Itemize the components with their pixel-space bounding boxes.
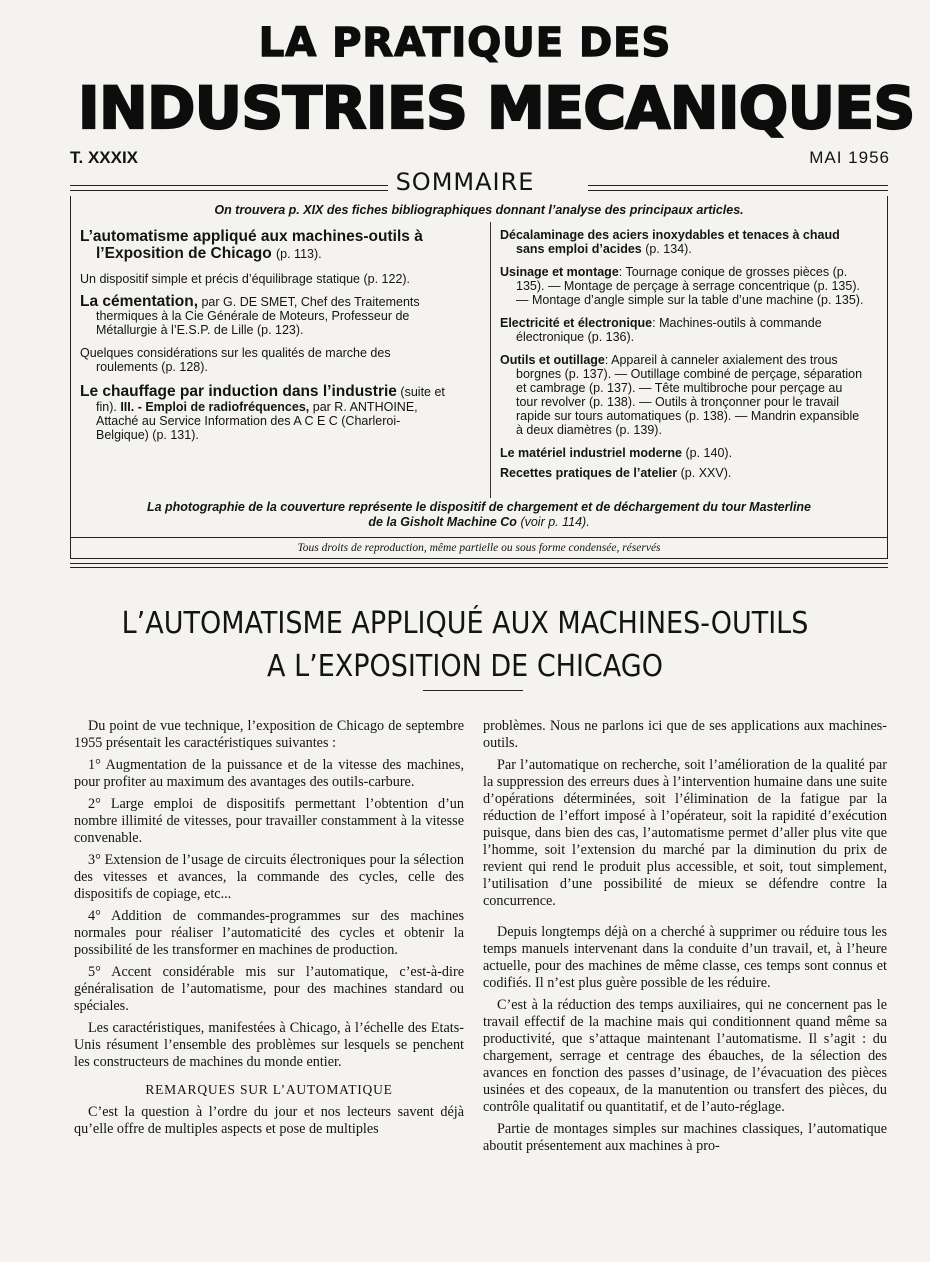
toc-item-outils[interactable]: [500, 353, 865, 437]
toc-item-part: III. - Emploi de radiofréquences,: [120, 400, 310, 414]
toc-item-text: Quelques considérations sur les qualités de marche des roulements (p. 128).: [80, 346, 391, 374]
paragraph: Depuis longtemps déjà on a cherché à supprimer ou réduire tous les temps manuels intervenant dans la conduite d’un travail, et, à l’heure actuelle, pour des machines de même classe, ces temps sont connus et codifiés. Il n’est plus guère possible de les réduire.: [483, 924, 887, 991]
paragraph: 4° Addition de commandes-programmes sur des machines normales pour réaliser l’automaticité des cycles et obtenir la possibilité de les transformer en machines de production.: [74, 908, 464, 958]
paragraph: Par l’automatique on recherche, soit l’amélioration de la qualité par la suppression des erreurs dues à l’intervention humaine dans une suite d’opérations déterminées, soit l’élimination de la fatigue par la réduction de l’effort imposé à l’opérateur, soit la rapidité d’exécution puisque, dans bien des cas, l’automatisme permet d’aller plus vite que l’homme, soit l’extension du marché par la diminution du prix de revient qui rend le produit plus accessible, et soit, tout simplement, l’utilisation d’une possibilité de mieux se défendre contre la concurrence.: [483, 757, 887, 909]
sommaire-title: SOMMAIRE: [395, 168, 535, 196]
masthead-line1: LA PRATIQUE DES: [258, 20, 672, 66]
toc-item-text: Un dispositif simple et précis d’équilibrage statique (p. 122).: [80, 272, 411, 286]
toc-item-chauffage[interactable]: [80, 383, 452, 442]
section-heading: REMARQUES SUR L’AUTOMATIQUE: [145, 1082, 393, 1097]
toc-item-text: par G. DE SMET, Chef des Traitements thermiques à la Cie Générale de Moteurs, Professeur de Métallurgie à l’E.S.P. de Lille (p. 123).: [96, 295, 420, 337]
toc-item-text: : Tournage conique de grosses pièces (p. 135). — Montage de perçage à serrage concentrique (p. 135). — Montage d’angle simple sur la table d’une machine (p. 135).: [516, 265, 864, 307]
paragraph: Partie de montages simples sur machines classiques, l’automatique aboutit présentement aux machines à pro-: [483, 1121, 887, 1154]
volume-number: T. XXXIX: [70, 148, 139, 167]
toc-item-page: (p. 113).: [276, 247, 322, 261]
toc-item-title: Electricité et électronique: [500, 316, 653, 330]
toc-item-title: L’automatisme appliqué aux machines-outils à l’Exposition de Chicago: [80, 228, 423, 262]
sommaire-intro: On trouvera p. XIX des fiches bibliographiques donnant l’analyse des principaux articles.: [214, 203, 744, 217]
masthead-title: INDUSTRIES MECANIQUES: [78, 74, 915, 142]
paragraph: problèmes. Nous ne parlons ici que de ses applications aux machines-outils.: [483, 718, 887, 751]
column-divider: [490, 222, 491, 498]
toc-item-subtitle: (suite et fin).: [96, 385, 445, 414]
toc-item-title: Outils et outillage: [500, 353, 605, 367]
sommaire-left-column: [80, 228, 452, 451]
toc-item-title: Le chauffage par induction dans l’industrie: [80, 383, 397, 400]
cover-caption-ref: (voir p. 114).: [520, 515, 590, 529]
paragraph: 3° Extension de l’usage de circuits électroniques pour la sélection des vitesses et avances, la commande des cycles, celle des dispositifs de copiage, etc...: [74, 852, 464, 902]
toc-item-cementation[interactable]: [80, 295, 452, 337]
toc-item-usinage[interactable]: [500, 265, 865, 307]
toc-item-materiel[interactable]: [500, 446, 865, 460]
toc-item-title: Recettes pratiques de l’atelier: [500, 466, 678, 480]
paragraph: Du point de vue technique, l’exposition de Chicago de septembre 1955 présentait les caractéristiques suivantes :: [74, 718, 464, 751]
toc-item-automatisme[interactable]: [80, 228, 452, 263]
sommaire-bottom-rule: [70, 563, 888, 568]
toc-item-text: par R. ANTHOINE, Attaché au Service Information des A C E C (Charleroi-Belgique) (p. 131).: [96, 400, 418, 442]
cover-caption-line1: La photographie de la couverture représente le dispositif de chargement et de déchargement du tour Masterline: [146, 500, 812, 514]
toc-item-page: (p. 140).: [685, 446, 733, 460]
sommaire-right-column: [500, 228, 865, 489]
article-right-column: [483, 718, 887, 1160]
toc-item-roulements[interactable]: [80, 346, 452, 374]
toc-item-text: : Appareil à canneler axialement des trous borgnes (p. 137). — Outillage combiné de perçage, séparation et cambrage (p. 137). — Tête multibroche pour perçage au tour revolver (p. 138). — Outils à tronçonner pour le travail rapide sur tours automatiques (p. 138). — Mandrin expansible à deux diamètres (p. 139).: [516, 353, 863, 437]
toc-item-decalaminage[interactable]: [500, 228, 865, 256]
cover-caption-line2: de la Gisholt Machine Co: [368, 515, 517, 529]
toc-item-page: (p. XXV).: [680, 466, 732, 480]
paragraph: 1° Augmentation de la puissance et de la vitesse des machines, pour profiter au maximum des avantages des outils-carbure.: [74, 757, 464, 790]
issue-date: MAI 1956: [809, 148, 890, 167]
toc-item-text: : Machines-outils à commande électronique (p. 136).: [516, 316, 822, 344]
paragraph: 2° Large emploi de dispositifs permettant l’obtention d’un nombre illimité de vitesses, pour travailler constamment à la vitesse convenable.: [74, 796, 464, 846]
toc-item-title: Décalaminage des aciers inoxydables et tenaces à chaud sans emploi d’acides: [500, 228, 840, 256]
toc-item-title: Le matériel industriel moderne: [500, 446, 682, 460]
paragraph: 5° Accent considérable mis sur l’automatique, c’est-à-dire généralisation de l’automatisme, pour des machines standard ou spéciales.: [74, 964, 464, 1014]
article-title-rule: [423, 690, 523, 691]
toc-item-recettes[interactable]: [500, 466, 865, 480]
rights-rule: [70, 537, 888, 538]
paragraph: C’est la question à l’ordre du jour et nos lecteurs savent déjà qu’elle offre de multiples aspects et pose de multiples: [74, 1104, 464, 1137]
article-title-line2: A L’EXPOSITION DE CHICAGO: [267, 649, 663, 684]
toc-item-page: (p. 134).: [645, 242, 692, 256]
paragraph: Les caractéristiques, manifestées à Chicago, à l’échelle des Etats-Unis résument l’ensemble des problèmes sur lesquels se penchent les constructeurs de machines du monde entier.: [74, 1020, 464, 1070]
article-title-line1: L’AUTOMATISME APPLIQUÉ AUX MACHINES-OUTILS: [121, 606, 809, 641]
toc-item-title: La cémentation,: [80, 293, 198, 310]
cover-caption: [70, 500, 888, 530]
rights-notice: Tous droits de reproduction, même partielle ou sous forme condensée, réservés: [297, 542, 661, 554]
toc-item-title: Usinage et montage: [500, 265, 619, 279]
toc-item-electricite[interactable]: [500, 316, 865, 344]
toc-item-equilibrage[interactable]: [80, 272, 452, 286]
paragraph: C’est à la réduction des temps auxiliaires, qui ne concernent pas le travail effectif de la machine mais qui conditionnent quand même sa productivité, que s’attaque maintenant l’automatisme. Il s’agit : du chargement, serrage et centrage des ébauches, de la sélection des avances en fonction des passes d’usinage, de l’évacuation des pièces usinées et des copeaux, de la manutention ou transfert des pièces, du contrôle qualitatif ou quantitatif, et de l’auto-réglage.: [483, 997, 887, 1115]
article-left-column: [74, 718, 464, 1143]
